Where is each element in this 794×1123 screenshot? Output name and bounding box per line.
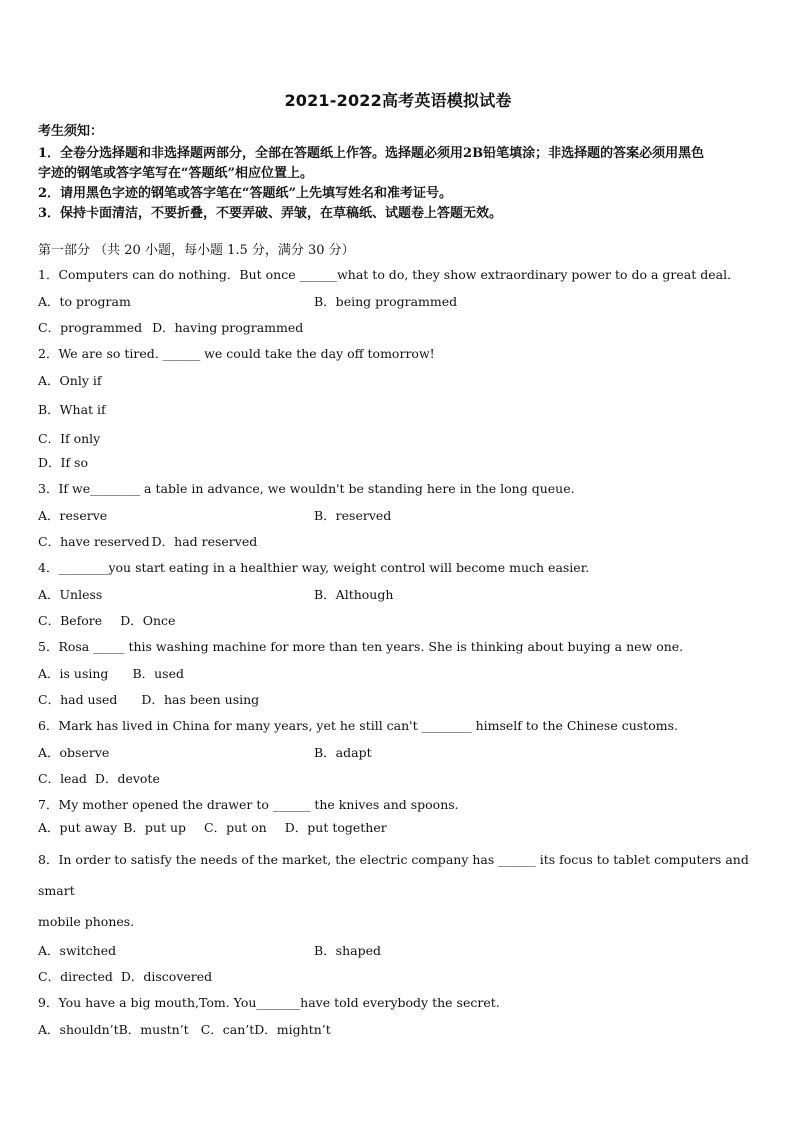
question-6 bbox=[38, 716, 758, 789]
page-title: 2021-2022高考英语模拟试卷 bbox=[284, 91, 512, 110]
option-row bbox=[38, 453, 758, 473]
question-text-line-1: 8．In order to satisfy the needs of the market, the electric company has ______ its focus to tablet computers and smart bbox=[38, 852, 753, 898]
question-text: 4．________you start eating in a healthier way, weight control will become much easier. bbox=[38, 560, 590, 575]
option-d: D．If so bbox=[38, 455, 89, 470]
question-text: 5．Rosa _____ this washing machine for more than ten years. She is thinking about buying a new one. bbox=[38, 639, 684, 654]
option-b: B．mustn’t bbox=[118, 1022, 189, 1037]
option-d: D．Once bbox=[120, 613, 176, 628]
option-a: A．Only if bbox=[38, 373, 102, 388]
option-d: D．has been using bbox=[141, 692, 260, 707]
option-c: C．directed bbox=[38, 969, 113, 984]
option-a: A．switched bbox=[38, 943, 117, 958]
option-row bbox=[38, 743, 758, 763]
option-row bbox=[38, 371, 758, 391]
question-text: 2．We are so tired. ______ we could take the day off tomorrow! bbox=[38, 346, 435, 361]
notice-line: 2．请用黑色字迹的钢笔或答字笔在“答题纸”上先填写姓名和准考证号。 bbox=[38, 186, 453, 201]
option-d: D．put together bbox=[284, 820, 387, 835]
option-row bbox=[38, 532, 758, 552]
question-text: 6．Mark has lived in China for many years, yet he still can't ________ himself to the Chinese customs. bbox=[38, 718, 678, 733]
exam-page bbox=[38, 88, 758, 1046]
option-row bbox=[38, 292, 758, 312]
option-d: D．discovered bbox=[120, 969, 213, 984]
option-row bbox=[38, 585, 758, 605]
option-row bbox=[38, 690, 758, 710]
question-text: 1．Computers can do nothing．But once ______what to do, they show extraordinary power to do a great deal． bbox=[38, 267, 740, 282]
option-c: C．put on bbox=[204, 820, 267, 835]
question-2 bbox=[38, 344, 758, 473]
section-heading: 第一部分 （共 20 小题，每小题 1.5 分，满分 30 分） bbox=[38, 243, 355, 258]
option-b: B．shaped bbox=[314, 943, 382, 958]
option-row bbox=[38, 967, 758, 987]
option-a: A．shouldn’t bbox=[38, 1022, 119, 1037]
option-b: B．What if bbox=[38, 402, 106, 417]
option-row bbox=[38, 611, 758, 631]
question-5 bbox=[38, 637, 758, 710]
option-a: A．is using bbox=[38, 666, 109, 681]
option-b: B．being programmed bbox=[314, 294, 458, 309]
option-a: A．observe bbox=[38, 745, 110, 760]
option-row bbox=[38, 506, 758, 526]
option-row bbox=[38, 769, 758, 789]
question-8 bbox=[38, 844, 758, 987]
question-text: 7．My mother opened the drawer to ______ the knives and spoons. bbox=[38, 797, 459, 812]
option-c: C．can’t bbox=[200, 1022, 255, 1037]
notice-line: 3．保持卡面清洁，不要折叠，不要弄破、弄皱，在草稿纸、试题卷上答题无效。 bbox=[38, 206, 503, 221]
question-text: 3．If we________ a table in advance, we wouldn't be standing here in the long queue. bbox=[38, 481, 575, 496]
question-9 bbox=[38, 993, 758, 1040]
option-b: B．put up bbox=[123, 820, 187, 835]
question-text-line-2: mobile phones. bbox=[38, 914, 135, 929]
option-c: C．If only bbox=[38, 431, 101, 446]
question-text: 9．You have a big mouth,Tom. You_______have told everybody the secret. bbox=[38, 995, 500, 1010]
option-c: C．lead bbox=[38, 771, 87, 786]
option-a: A．to program bbox=[38, 294, 131, 309]
option-b: B．adapt bbox=[314, 745, 372, 760]
option-c: C．had used bbox=[38, 692, 118, 707]
question-7 bbox=[38, 795, 758, 838]
option-d: D．mightn’t bbox=[254, 1022, 331, 1037]
option-a: A．Unless bbox=[38, 587, 103, 602]
notice-heading: 考生须知： bbox=[38, 124, 104, 139]
option-d: D．devote bbox=[94, 771, 160, 786]
option-row bbox=[38, 318, 758, 338]
option-a: A．put away bbox=[38, 820, 118, 835]
question-3 bbox=[38, 479, 758, 552]
option-d: D．having programmed bbox=[152, 320, 304, 335]
option-c: C．have reserved bbox=[38, 534, 150, 549]
option-row bbox=[38, 400, 758, 420]
option-c: C．Before bbox=[38, 613, 103, 628]
option-a: A．reserve bbox=[38, 508, 108, 523]
option-row bbox=[38, 941, 758, 961]
question-text bbox=[38, 844, 758, 937]
option-row bbox=[38, 1020, 758, 1040]
notice-line: 字迹的钢笔或答字笔写在“答题纸”相应位置上。 bbox=[38, 166, 313, 181]
question-1 bbox=[38, 265, 758, 338]
option-row bbox=[38, 818, 758, 838]
option-b: B．used bbox=[132, 666, 184, 681]
option-row bbox=[38, 664, 758, 684]
option-c: C．programmed bbox=[38, 320, 143, 335]
notice-line: 1．全卷分选择题和非选择题两部分，全部在答题纸上作答。选择题必须用2B铅笔填涂；非选择题的答案必须用黑色 bbox=[38, 146, 705, 161]
question-4 bbox=[38, 558, 758, 631]
notice-block bbox=[38, 123, 758, 224]
option-b: B．Although bbox=[314, 587, 394, 602]
option-d: D．had reserved bbox=[151, 534, 258, 549]
option-b: B．reserved bbox=[314, 508, 392, 523]
option-row bbox=[38, 429, 758, 449]
